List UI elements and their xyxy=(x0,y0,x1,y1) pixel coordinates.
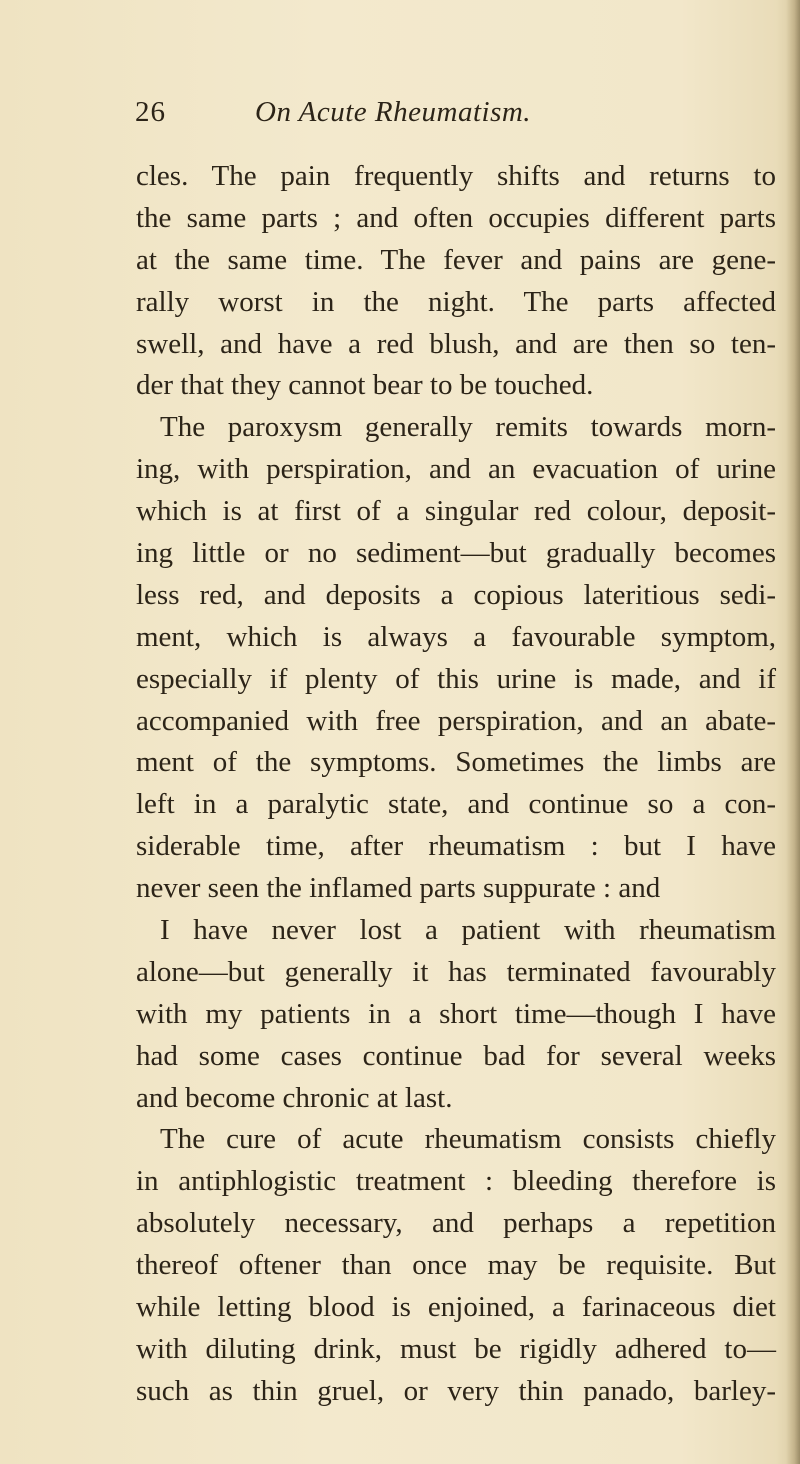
text-line: alone—but generally it has terminated favourably xyxy=(136,955,776,988)
page-edge-shadow xyxy=(786,0,800,1464)
text-line: der that they cannot bear to be touched. xyxy=(136,369,594,402)
text-line: had some cases continue bad for several weeks xyxy=(136,1039,776,1072)
text-line: less red, and deposits a copious lateritious sedi- xyxy=(136,578,776,611)
text-line: and become chronic at last. xyxy=(136,1081,453,1114)
page-header xyxy=(135,92,735,132)
text-line: cles. The pain frequently shifts and returns to xyxy=(136,160,776,192)
running-title: On Acute Rheumatism. xyxy=(255,96,532,128)
text-line: The cure of acute rheumatism consists chiefly xyxy=(160,1123,776,1156)
text-line: at the same time. The fever and pains are gene- xyxy=(136,243,776,276)
text-line: never seen the inflamed parts suppurate : and xyxy=(136,872,661,905)
text-line: while letting blood is enjoined, a farinaceous diet xyxy=(136,1291,776,1324)
text-line: accompanied with free perspiration, and an abate- xyxy=(136,704,776,737)
text-line: ment, which is always a favourable symptom, xyxy=(136,620,776,653)
text-line: siderable time, after rheumatism : but I have xyxy=(136,830,776,863)
text-line: with diluting drink, must be rigidly adhered to— xyxy=(136,1332,776,1365)
text-line: ment of the symptoms. Sometimes the limbs are xyxy=(136,746,776,779)
text-line: I have never lost a patient with rheumatism xyxy=(160,914,776,947)
text-line: ing little or no sediment—but gradually becomes xyxy=(136,537,776,570)
text-line: The paroxysm generally remits towards morn- xyxy=(160,411,776,444)
text-line: which is at first of a singular red colour, deposit- xyxy=(136,495,776,528)
text-line: especially if plenty of this urine is made, and if xyxy=(136,662,776,695)
text-line: absolutely necessary, and perhaps a repetition xyxy=(136,1207,776,1240)
text-line: ing, with perspiration, and an evacuation of urine xyxy=(136,453,776,486)
text-line: thereof oftener than once may be requisite. But xyxy=(136,1249,776,1282)
text-line: the same parts ; and often occupies different parts xyxy=(136,201,776,234)
text-line: in antiphlogistic treatment : bleeding therefore is xyxy=(136,1165,776,1198)
text-line: rally worst in the night. The parts affected xyxy=(136,285,776,318)
text-line: left in a paralytic state, and continue so a con- xyxy=(136,788,776,821)
body-text xyxy=(136,156,776,1413)
text-line: with my patients in a short time—though I have xyxy=(136,997,776,1030)
text-line: swell, and have a red blush, and are then so ten- xyxy=(136,327,776,360)
text-line: such as thin gruel, or very thin panado, barley- xyxy=(136,1374,776,1407)
page-number: 26 xyxy=(135,96,166,128)
